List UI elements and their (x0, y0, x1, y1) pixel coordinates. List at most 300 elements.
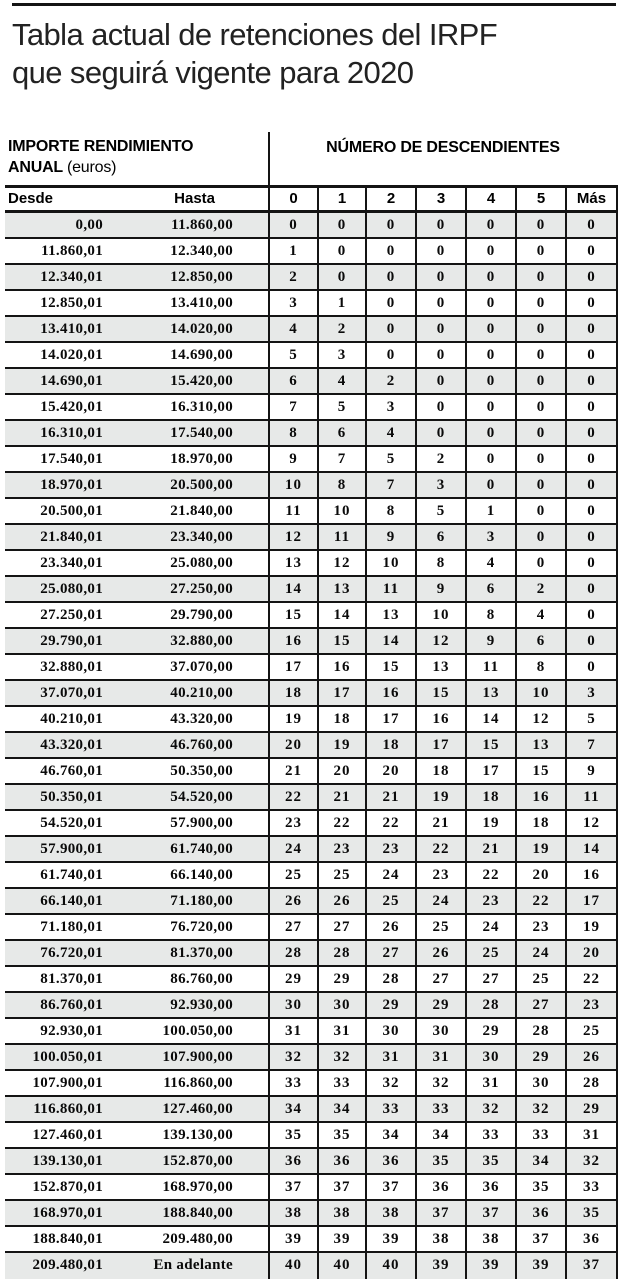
cell-count: 20 (268, 733, 317, 757)
cell-hasta: 188.840,00 (162, 1205, 233, 1221)
cell-spacer (233, 317, 268, 341)
cell-count: 36 (268, 1149, 317, 1173)
cell-spacer (233, 993, 268, 1017)
cell-count: 0 (565, 291, 618, 315)
cell-count: 13 (515, 733, 565, 757)
cell-spacer (233, 1019, 268, 1043)
cell-count: 0 (515, 369, 565, 393)
cell-count: 31 (465, 1071, 515, 1095)
cell-count: 9 (268, 447, 317, 471)
cell-hasta: 17.540,00 (170, 425, 233, 441)
cell-hasta: 43.320,00 (170, 711, 233, 727)
cell-desde: 14.020,01 (40, 347, 103, 363)
cell-count: 33 (465, 1123, 515, 1147)
cell-count: 3 (268, 291, 317, 315)
cell-spacer (233, 1227, 268, 1251)
cell-spacer (233, 629, 268, 653)
left-header-line2-bold: ANUAL (8, 159, 63, 176)
left-section-header (8, 136, 193, 178)
cell-spacer (233, 499, 268, 523)
cell-hasta: 107.900,00 (162, 1049, 233, 1065)
cell-count: 22 (268, 785, 317, 809)
column-header-row (5, 188, 618, 210)
cell-count: 0 (565, 525, 618, 549)
cell-count: 0 (565, 447, 618, 471)
cell-count: 1 (268, 239, 317, 263)
cell-hasta: 152.870,00 (162, 1153, 233, 1169)
cell-count: 17 (565, 889, 618, 913)
cell-hasta: 66.140,00 (170, 867, 233, 883)
cell-spacer (233, 889, 268, 913)
cell-count: 11 (465, 655, 515, 679)
cell-count: 25 (317, 863, 365, 887)
cell-count: 19 (565, 915, 618, 939)
cell-count: 27 (415, 967, 465, 991)
top-rule (12, 3, 616, 6)
cell-spacer (233, 811, 268, 835)
cell-count: 8 (317, 473, 365, 497)
cell-count: 24 (365, 863, 415, 887)
cell-hasta: 13.410,00 (170, 295, 233, 311)
cell-hasta: 81.370,00 (170, 945, 233, 961)
cell-count: 11 (268, 499, 317, 523)
cell-count: 0 (515, 447, 565, 471)
col-header-count-mas: Más (565, 188, 618, 210)
cell-count: 39 (415, 1253, 465, 1279)
cell-count: 0 (365, 291, 415, 315)
cell-spacer (233, 1045, 268, 1069)
cell-count: 38 (268, 1201, 317, 1225)
cell-hasta: 40.210,00 (170, 685, 233, 701)
cell-desde: 152.870,01 (32, 1179, 103, 1195)
cell-count: 30 (365, 1019, 415, 1043)
cell-count: 38 (415, 1227, 465, 1251)
cell-count: 0 (515, 499, 565, 523)
cell-count: 23 (268, 811, 317, 835)
cell-spacer (233, 759, 268, 783)
cell-count: 21 (365, 785, 415, 809)
table-row (5, 1201, 618, 1227)
cell-count: 0 (565, 343, 618, 367)
table-row (5, 343, 618, 369)
cell-count: 4 (268, 317, 317, 341)
cell-count: 37 (317, 1175, 365, 1199)
cell-spacer (233, 1201, 268, 1225)
cell-count: 0 (365, 317, 415, 341)
cell-spacer (233, 525, 268, 549)
cell-count: 29 (365, 993, 415, 1017)
cell-count: 40 (365, 1253, 415, 1279)
cell-spacer (233, 1175, 268, 1199)
cell-desde: 46.760,01 (40, 763, 103, 779)
cell-count: 0 (565, 213, 618, 237)
cell-spacer (233, 837, 268, 861)
cell-count: 23 (515, 915, 565, 939)
cell-count: 13 (465, 681, 515, 705)
cell-count: 17 (365, 707, 415, 731)
cell-count: 0 (515, 291, 565, 315)
cell-count: 18 (268, 681, 317, 705)
cell-count: 29 (317, 967, 365, 991)
cell-hasta: 15.420,00 (170, 373, 233, 389)
cell-count: 0 (565, 421, 618, 445)
col-header-hasta: Hasta (174, 190, 215, 207)
cell-count: 6 (515, 629, 565, 653)
cell-count: 24 (415, 889, 465, 913)
cell-count: 29 (565, 1097, 618, 1121)
cell-spacer (233, 473, 268, 497)
cell-spacer (233, 1149, 268, 1173)
cell-spacer (233, 707, 268, 731)
cell-count: 16 (268, 629, 317, 653)
cell-count: 19 (415, 785, 465, 809)
cell-desde: 86.760,01 (40, 997, 103, 1013)
cell-count: 36 (317, 1149, 365, 1173)
cell-spacer (233, 1071, 268, 1095)
cell-count: 10 (317, 499, 365, 523)
table-row (5, 993, 618, 1019)
cell-count: 4 (317, 369, 365, 393)
cell-desde: 14.690,01 (40, 373, 103, 389)
cell-desde: 32.880,01 (40, 659, 103, 675)
cell-count: 15 (515, 759, 565, 783)
cell-count: 0 (317, 239, 365, 263)
cell-hasta: 168.970,00 (162, 1179, 233, 1195)
cell-count: 32 (465, 1097, 515, 1121)
cell-desde: 57.900,01 (40, 841, 103, 857)
cell-count: 0 (317, 265, 365, 289)
cell-count: 11 (365, 577, 415, 601)
cell-count: 14 (365, 629, 415, 653)
cell-count: 34 (365, 1123, 415, 1147)
cell-count: 39 (365, 1227, 415, 1251)
cell-count: 17 (415, 733, 465, 757)
cell-count: 22 (365, 811, 415, 835)
cell-count: 31 (565, 1123, 618, 1147)
table-row (5, 551, 618, 577)
cell-count: 5 (415, 499, 465, 523)
cell-desde: 188.840,01 (32, 1231, 103, 1247)
cell-count: 3 (465, 525, 515, 549)
cell-count: 23 (565, 993, 618, 1017)
table-row (5, 525, 618, 551)
cell-desde: 107.900,01 (32, 1075, 103, 1091)
cell-count: 36 (465, 1175, 515, 1199)
cell-count: 0 (565, 265, 618, 289)
cell-count: 0 (565, 395, 618, 419)
cell-count: 26 (317, 889, 365, 913)
cell-count: 36 (415, 1175, 465, 1199)
table-row (5, 1253, 618, 1279)
cell-count: 22 (317, 811, 365, 835)
page-title-line1: Tabla actual de retenciones del IRPF (12, 17, 498, 52)
cell-count: 18 (465, 785, 515, 809)
cell-desde: 21.840,01 (40, 529, 103, 545)
cell-count: 0 (365, 239, 415, 263)
table-row (5, 759, 618, 785)
table-row (5, 863, 618, 889)
cell-spacer (233, 369, 268, 393)
cell-count: 31 (268, 1019, 317, 1043)
cell-hasta: 20.500,00 (170, 477, 233, 493)
cell-count: 31 (317, 1019, 365, 1043)
cell-count: 33 (415, 1097, 465, 1121)
cell-count: 0 (515, 551, 565, 575)
cell-count: 4 (465, 551, 515, 575)
table-row (5, 239, 618, 265)
cell-count: 0 (465, 213, 515, 237)
table-row (5, 1097, 618, 1123)
cell-count: 18 (415, 759, 465, 783)
cell-count: 22 (465, 863, 515, 887)
col-header-count-1: 1 (317, 188, 365, 210)
cell-count: 2 (415, 447, 465, 471)
table-row (5, 1227, 618, 1253)
table-row (5, 1175, 618, 1201)
cell-count: 23 (465, 889, 515, 913)
cell-count: 30 (268, 993, 317, 1017)
cell-spacer (233, 239, 268, 263)
cell-desde: 50.350,01 (40, 789, 103, 805)
table-row (5, 811, 618, 837)
cell-count: 30 (415, 1019, 465, 1043)
cell-count: 10 (415, 603, 465, 627)
cell-count: 19 (515, 837, 565, 861)
cell-count: 20 (317, 759, 365, 783)
table-row (5, 473, 618, 499)
cell-count: 35 (317, 1123, 365, 1147)
cell-count: 23 (317, 837, 365, 861)
cell-count: 36 (515, 1201, 565, 1225)
cell-count: 20 (565, 941, 618, 965)
cell-count: 34 (317, 1097, 365, 1121)
cell-count: 4 (365, 421, 415, 445)
cell-count: 5 (268, 343, 317, 367)
table-row (5, 681, 618, 707)
table-row (5, 1045, 618, 1071)
col-header-count-5: 5 (515, 188, 565, 210)
cell-desde: 92.930,01 (40, 1023, 103, 1039)
cell-count: 37 (515, 1227, 565, 1251)
cell-count: 37 (465, 1201, 515, 1225)
cell-count: 15 (365, 655, 415, 679)
cell-count: 32 (317, 1045, 365, 1069)
cell-hasta: 18.970,00 (170, 451, 233, 467)
col-header-count-3: 3 (415, 188, 465, 210)
cell-desde: 54.520,01 (40, 815, 103, 831)
cell-count: 29 (465, 1019, 515, 1043)
cell-count: 9 (565, 759, 618, 783)
cell-count: 0 (565, 629, 618, 653)
cell-count: 18 (515, 811, 565, 835)
cell-count: 0 (465, 395, 515, 419)
cell-desde: 15.420,01 (40, 399, 103, 415)
table-row (5, 369, 618, 395)
cell-count: 0 (415, 369, 465, 393)
cell-spacer (233, 213, 268, 237)
cell-count: 23 (415, 863, 465, 887)
cell-count: 4 (515, 603, 565, 627)
cell-count: 21 (415, 811, 465, 835)
cell-hasta: 61.740,00 (170, 841, 233, 857)
cell-count: 0 (415, 239, 465, 263)
cell-count: 6 (415, 525, 465, 549)
right-section-header: NÚMERO DE DESCENDIENTES (326, 139, 560, 156)
cell-spacer (233, 603, 268, 627)
cell-hasta: 116.860,00 (163, 1075, 233, 1091)
cell-count: 34 (268, 1097, 317, 1121)
cell-spacer (233, 421, 268, 445)
cell-count: 31 (415, 1045, 465, 1069)
cell-count: 0 (317, 213, 365, 237)
cell-count: 27 (515, 993, 565, 1017)
cell-desde: 43.320,01 (40, 737, 103, 753)
cell-desde: 29.790,01 (40, 633, 103, 649)
cell-count: 20 (365, 759, 415, 783)
cell-count: 2 (268, 265, 317, 289)
cell-count: 13 (415, 655, 465, 679)
cell-count: 0 (565, 655, 618, 679)
cell-count: 30 (515, 1071, 565, 1095)
irpf-retention-table (5, 132, 618, 1279)
cell-count: 15 (415, 681, 465, 705)
cell-count: 28 (515, 1019, 565, 1043)
cell-count: 14 (317, 603, 365, 627)
cell-count: 19 (465, 811, 515, 835)
cell-count: 14 (565, 837, 618, 861)
table-row (5, 213, 618, 239)
cell-desde: 13.410,01 (40, 321, 103, 337)
cell-count: 36 (365, 1149, 415, 1173)
cell-count: 37 (415, 1201, 465, 1225)
cell-hasta: 21.840,00 (170, 503, 233, 519)
cell-spacer (233, 395, 268, 419)
cell-hasta: 57.900,00 (170, 815, 233, 831)
page-title-line2: que seguirá vigente para 2020 (12, 55, 414, 90)
cell-desde: 27.250,01 (40, 607, 103, 623)
cell-count: 8 (268, 421, 317, 445)
cell-count: 0 (465, 447, 515, 471)
cell-count: 36 (565, 1227, 618, 1251)
cell-count: 20 (515, 863, 565, 887)
cell-count: 12 (317, 551, 365, 575)
cell-spacer (233, 1253, 268, 1279)
cell-count: 22 (515, 889, 565, 913)
cell-spacer (233, 681, 268, 705)
cell-count: 33 (515, 1123, 565, 1147)
table-row (5, 499, 618, 525)
cell-spacer (233, 863, 268, 887)
cell-count: 18 (365, 733, 415, 757)
cell-hasta: 86.760,00 (170, 971, 233, 987)
cell-count: 28 (565, 1071, 618, 1095)
cell-count: 0 (465, 265, 515, 289)
cell-count: 21 (465, 837, 515, 861)
cell-count: 15 (268, 603, 317, 627)
cell-count: 28 (268, 941, 317, 965)
cell-desde: 71.180,01 (40, 919, 103, 935)
cell-desde: 37.070,01 (40, 685, 103, 701)
cell-count: 12 (268, 525, 317, 549)
cell-count: 22 (415, 837, 465, 861)
cell-count: 12 (515, 707, 565, 731)
cell-count: 0 (415, 421, 465, 445)
cell-desde: 139.130,01 (32, 1153, 103, 1169)
cell-desde: 127.460,01 (32, 1127, 103, 1143)
cell-hasta: 92.930,00 (170, 997, 233, 1013)
table-row (5, 447, 618, 473)
cell-count: 35 (515, 1175, 565, 1199)
cell-count: 0 (465, 239, 515, 263)
cell-count: 33 (365, 1097, 415, 1121)
cell-count: 0 (365, 213, 415, 237)
page-title (12, 16, 602, 92)
cell-count: 33 (317, 1071, 365, 1095)
table-row (5, 603, 618, 629)
cell-count: 1 (465, 499, 515, 523)
table-row (5, 1149, 618, 1175)
cell-count: 30 (465, 1045, 515, 1069)
cell-count: 27 (268, 915, 317, 939)
cell-count: 0 (465, 291, 515, 315)
cell-hasta: 50.350,00 (170, 763, 233, 779)
col-header-desde: Desde (8, 190, 54, 207)
cell-spacer (233, 967, 268, 991)
cell-count: 19 (317, 733, 365, 757)
cell-count: 22 (565, 967, 618, 991)
cell-count: 25 (465, 941, 515, 965)
cell-count: 32 (515, 1097, 565, 1121)
cell-hasta: 27.250,00 (170, 581, 233, 597)
cell-count: 25 (415, 915, 465, 939)
cell-count: 39 (317, 1227, 365, 1251)
cell-count: 7 (268, 395, 317, 419)
cell-count: 33 (268, 1071, 317, 1095)
cell-count: 28 (365, 967, 415, 991)
cell-count: 35 (565, 1201, 618, 1225)
cell-count: 0 (515, 317, 565, 341)
cell-count: 27 (465, 967, 515, 991)
col-header-count-4: 4 (465, 188, 515, 210)
cell-hasta: 16.310,00 (170, 399, 233, 415)
cell-hasta: 46.760,00 (170, 737, 233, 753)
cell-count: 2 (365, 369, 415, 393)
cell-spacer (233, 577, 268, 601)
col-header-count-0: 0 (268, 188, 317, 210)
cell-desde: 20.500,01 (40, 503, 103, 519)
table-row (5, 889, 618, 915)
cell-count: 29 (415, 993, 465, 1017)
cell-count: 25 (365, 889, 415, 913)
table-section-header (5, 132, 618, 185)
cell-count: 32 (565, 1149, 618, 1173)
cell-count: 7 (365, 473, 415, 497)
cell-count: 26 (365, 915, 415, 939)
cell-count: 9 (365, 525, 415, 549)
cell-count: 7 (565, 733, 618, 757)
cell-count: 0 (515, 213, 565, 237)
cell-count: 30 (317, 993, 365, 1017)
table-row (5, 1071, 618, 1097)
cell-count: 13 (317, 577, 365, 601)
cell-count: 0 (365, 265, 415, 289)
cell-desde: 116.860,01 (33, 1101, 103, 1117)
cell-count: 8 (415, 551, 465, 575)
cell-count: 29 (515, 1045, 565, 1069)
cell-count: 26 (415, 941, 465, 965)
col-header-spacer (233, 188, 268, 210)
cell-spacer (233, 447, 268, 471)
